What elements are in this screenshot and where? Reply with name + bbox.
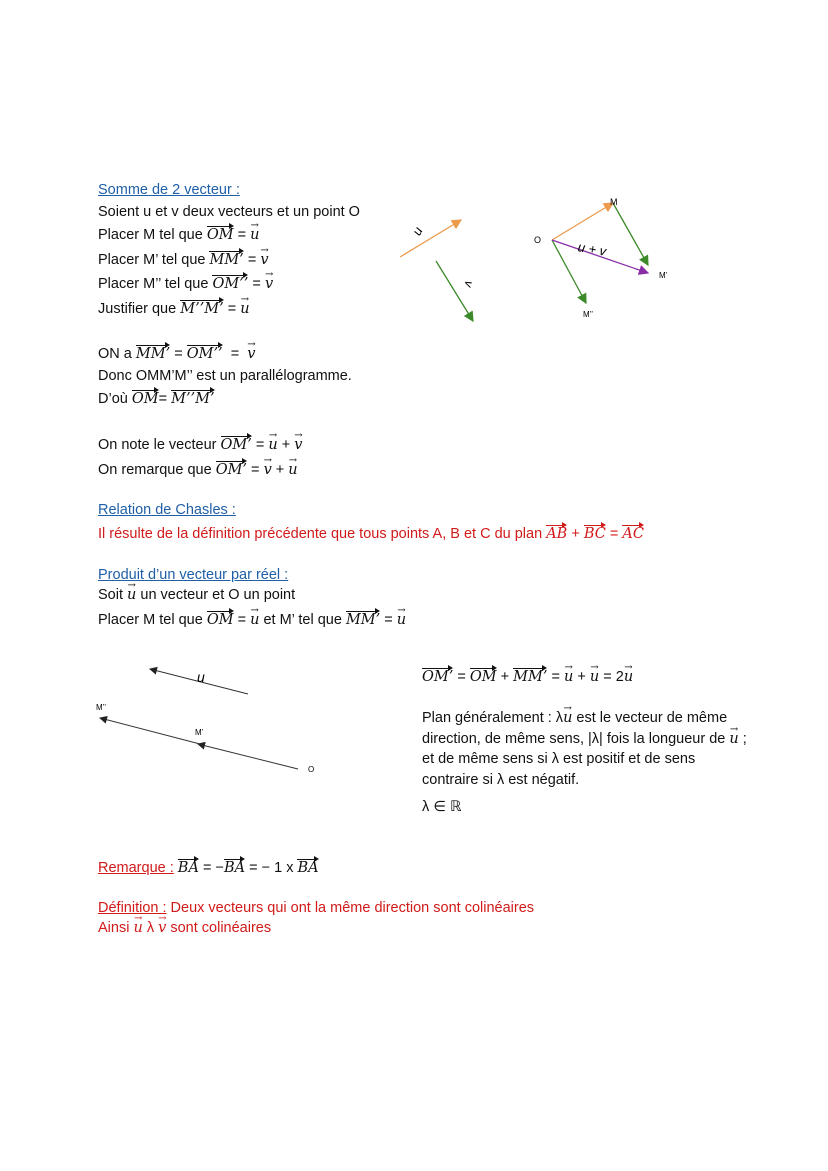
vec-u: u → [624, 667, 633, 687]
vec-AC: AC [622, 526, 644, 542]
vec-MM1: MM’ [345, 612, 381, 628]
figure-vector-sum [380, 185, 700, 335]
vec-MM1: MM’ [135, 346, 171, 362]
label-M1: M’ [659, 271, 668, 280]
label-v: v [461, 279, 477, 289]
arrow-v [436, 261, 473, 321]
vec-v: v → [265, 274, 273, 294]
s2-line3: D’où OM= M’’M’ [98, 391, 215, 407]
s2-line2: Donc OMM’M’’ est un parallélogramme. [98, 368, 352, 384]
vec-OM: OM [206, 227, 234, 243]
chasles-text: Il résulte de la définition précédente que tous points A, B et C du plan AB + BC = AC [98, 526, 644, 542]
s1-line3: Placer M’’ tel que OM’’ = v → [98, 274, 273, 294]
vec-v: v → [247, 344, 255, 364]
arrow-MM1 [100, 718, 200, 744]
vec-u: u → [729, 729, 738, 750]
heading-somme: Somme de 2 vecteur : [98, 182, 240, 198]
vec-u: u → [240, 299, 249, 319]
label-O: O [534, 235, 542, 245]
vec-u: u → [563, 708, 572, 729]
vec-OM2: OM’’ [186, 346, 223, 362]
label-O: O [308, 765, 315, 774]
vec-v: v → [260, 250, 268, 270]
arrow-MM1 [613, 203, 648, 265]
definition: Définition : Deux vecteurs qui ont la même direction sont colinéaires [98, 900, 535, 916]
definition-label: Définition : [98, 900, 167, 916]
vec-MM1: MM’ [209, 252, 244, 268]
vec-BA: BA [223, 860, 246, 876]
vec-u: u → [250, 610, 259, 630]
arrow-OM [552, 203, 613, 240]
label-M2: M’’ [96, 703, 107, 712]
vec-BA: BA [297, 860, 319, 876]
produit-line2: Placer M tel que OM = u → et M’ tel que MM’ = u → [98, 610, 406, 630]
label-u: u [409, 224, 426, 238]
label-sum: u + v [576, 239, 608, 259]
vec-u: u → [590, 667, 599, 687]
vec-OM1: OM’ [220, 437, 252, 453]
vec-OM1: OM’ [422, 669, 454, 685]
vec-u: u → [133, 918, 142, 938]
s3-line1: On note le vecteur OM’ = u → + v → [98, 435, 302, 455]
remarque: Remarque : BA = −BA = − 1 x BA [98, 860, 319, 876]
s2-line1: ON a MM’ = OM’’ = v → [98, 344, 255, 364]
vec-OM: OM [206, 612, 234, 628]
produit-formula: OM’ = OM + MM’ = u → + u → = 2u → [422, 667, 633, 687]
arrow-OM [198, 744, 298, 769]
produit-line1: Soit u → un vecteur et O un point [98, 585, 295, 605]
label-M1: M’ [195, 728, 204, 737]
vec-M2M1: M’’M’ [180, 301, 224, 317]
label-M: M [610, 197, 618, 207]
heading-chasles: Relation de Chasles : [98, 502, 236, 518]
heading-produit: Produit d’un vecteur par réel : [98, 567, 289, 583]
label-M2: M’’ [583, 310, 594, 319]
vec-u: u → [288, 460, 297, 480]
figure-scalar-product [90, 660, 330, 780]
s1-line1: Placer M tel que OM = u → [98, 225, 259, 245]
vec-u: u → [250, 225, 259, 245]
vec-OM: OM [469, 669, 497, 685]
vec-MM1: MM’ [513, 669, 548, 685]
vec-v: v → [158, 918, 166, 938]
vec-u: u → [127, 585, 136, 605]
vec-u: u → [268, 435, 277, 455]
vec-OM2: OM’’ [212, 276, 249, 292]
s1-intro: Soient u et v deux vecteurs et un point O [98, 204, 360, 220]
vec-BC: BC [583, 526, 606, 542]
vec-v: v → [264, 460, 272, 480]
vec-M2M1: M’’M’ [171, 391, 215, 407]
definition-line2: Ainsi u → λ v → sont colinéaires [98, 918, 271, 938]
lambda-real: λ ∈ ℝ [422, 799, 462, 815]
s1-line2: Placer M’ tel que MM’ = v → [98, 250, 269, 270]
s3-line2: On remarque que OM’ = v → + u → [98, 460, 298, 480]
vec-v: v → [294, 435, 302, 455]
produit-paragraph: Plan généralement : λu → est le vecteur de même direction, de même sens, |λ| fois la longueur de u → ; et de même sens si λ est positif et de sens contraire si λ est négatif. [422, 708, 752, 790]
arrow-u [400, 220, 461, 257]
s1-line4: Justifier que M’’M’ = u → [98, 299, 250, 319]
vec-u: u → [397, 610, 406, 630]
remarque-label: Remarque : [98, 860, 174, 876]
vec-OM1: OM’ [215, 462, 248, 478]
label-u: u [197, 669, 205, 685]
vec-AB: AB [546, 526, 568, 542]
vec-u: u → [564, 667, 573, 687]
vec-OM: OM [131, 391, 159, 407]
vec-BA: BA [177, 860, 199, 876]
